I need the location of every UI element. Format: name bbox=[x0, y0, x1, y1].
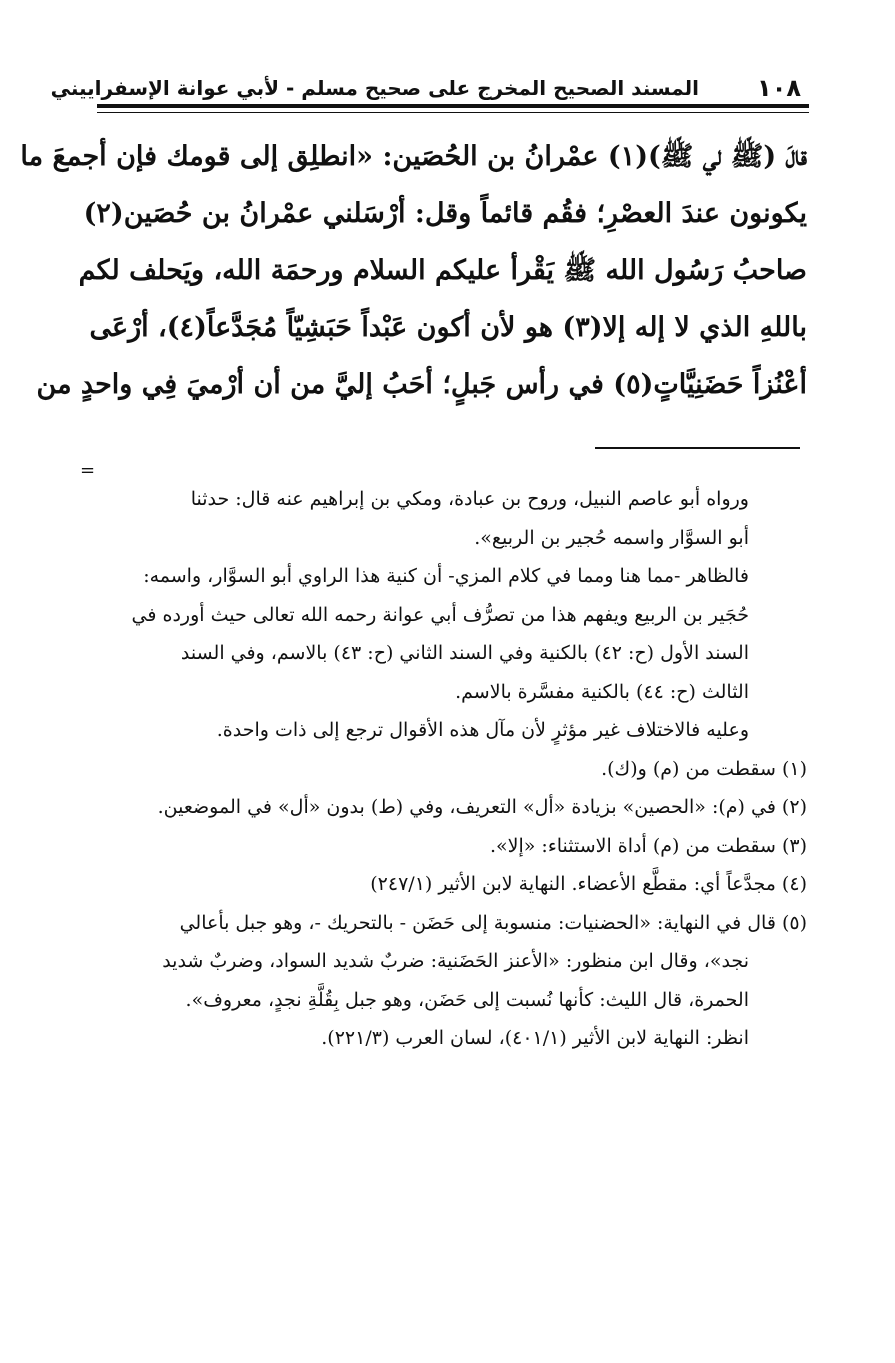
note-4: (٤) مجدَّعاً أي: مقطَّع الأعضاء. النهاية لابن الأثير (٢٤٧/١) bbox=[370, 873, 807, 895]
page-header bbox=[50, 72, 809, 108]
footnote-continuation bbox=[99, 480, 807, 750]
note-2: (٢) في (م): «الحصين» بزيادة «أل» التعريف، وفي (ط) بدون «أل» في الموضعين. bbox=[157, 796, 807, 818]
footnotes bbox=[99, 480, 807, 1058]
main-line: أعْنُزاً حَضَنِيَّاتٍ(٥) في رأس جَبلٍ؛ أحَبُ إليَّ من أن أرْميَ فِي واحدٍ من bbox=[36, 369, 807, 400]
footnote-line: فالظاهر -مما هنا ومما في كلام المزي- أن كنية هذا الراوي أبو السوَّار، واسمه: bbox=[143, 565, 749, 587]
main-line: صاحبُ رَسُول الله ﷺ يَقْرأ عليكم السلام ورحمَة الله، ويَحلف لكم bbox=[78, 255, 807, 286]
footnote-line: الثالث (ح: ٤٤) بالكنية مفسَّرة بالاسم. bbox=[455, 680, 749, 703]
note-5-line: نجد»، وقال ابن منظور: «الأعنز الحَضَنية: ضربٌ شديد السواد، وضربٌ شديد bbox=[162, 950, 749, 972]
header-rule-thin bbox=[97, 112, 809, 113]
note-5-line: الحمرة، قال الليث: كأنها نُسبت إلى حَضَن، وهو جبل بِقُلَّةِ نجدٍ، معروف». bbox=[185, 988, 749, 1011]
footnote-line: السند الأول (ح: ٤٢) بالكنية وفي السند الثاني (ح: ٤٣) بالاسم، وفي السند bbox=[180, 642, 749, 664]
footnote-separator bbox=[595, 447, 800, 449]
note-5: (٥) قال في النهاية: «الحضنيات: منسوبة إلى حَضَن - بالتحريك -، وهو جبل بأعالي bbox=[179, 911, 807, 934]
header-rule-thick bbox=[97, 104, 809, 108]
note-1: (١) سقطت من (م) و(ك). bbox=[601, 757, 807, 780]
footnote-line: ورواه أبو عاصم النبيل، وروح بن عبادة، ومكي بن إبراهيم عنه قال: حدثنا bbox=[190, 488, 749, 510]
footnote-line: وعليه فالاختلاف غير مؤثرٍ لأن مآل هذه الأقوال ترجع إلى ذات واحدة. bbox=[216, 719, 749, 741]
main-line: قالَ (ﷺ لي ﷺ)(١) عمْرانُ بن الحُصَين: «انطلِق إلى قومك فإن أجمعَ ما bbox=[20, 141, 807, 172]
continuation-mark: = bbox=[80, 460, 96, 481]
footnote-line: أبو السوَّار واسمه حُجير بن الربيع». bbox=[474, 526, 749, 549]
main-line: يكونون عندَ العصْرِ؛ فقُم قائماً وقل: أرْسَلني عمْرانُ بن حُصَين(٢) bbox=[83, 198, 807, 229]
footnote-line: حُجَير بن الربيع ويفهم هذا من تصرُّف أبي عوانة رحمه الله تعالى حيث أورده في bbox=[131, 603, 749, 626]
running-title: المسند الصحيح المخرج على صحيح مسلم - لأبي عوانة الإسفراييني bbox=[50, 76, 699, 100]
note-3: (٣) سقطت من (م) أداة الاستثناء: «إلا». bbox=[489, 834, 807, 857]
main-line: باللهِ الذي لا إله إلا(٣) هو لأن أكون عَبْداً حَبَشِيّاً مُجَدَّعاً(٤)، أرْعَى bbox=[89, 312, 807, 343]
numbered-notes bbox=[99, 750, 807, 1058]
page-number: ١٠٨ bbox=[757, 74, 801, 102]
main-text bbox=[20, 128, 807, 413]
note-5-line: انظر: النهاية لابن الأثير (٤٠١/١)، لسان العرب (٢٢١/٣). bbox=[321, 1027, 749, 1049]
